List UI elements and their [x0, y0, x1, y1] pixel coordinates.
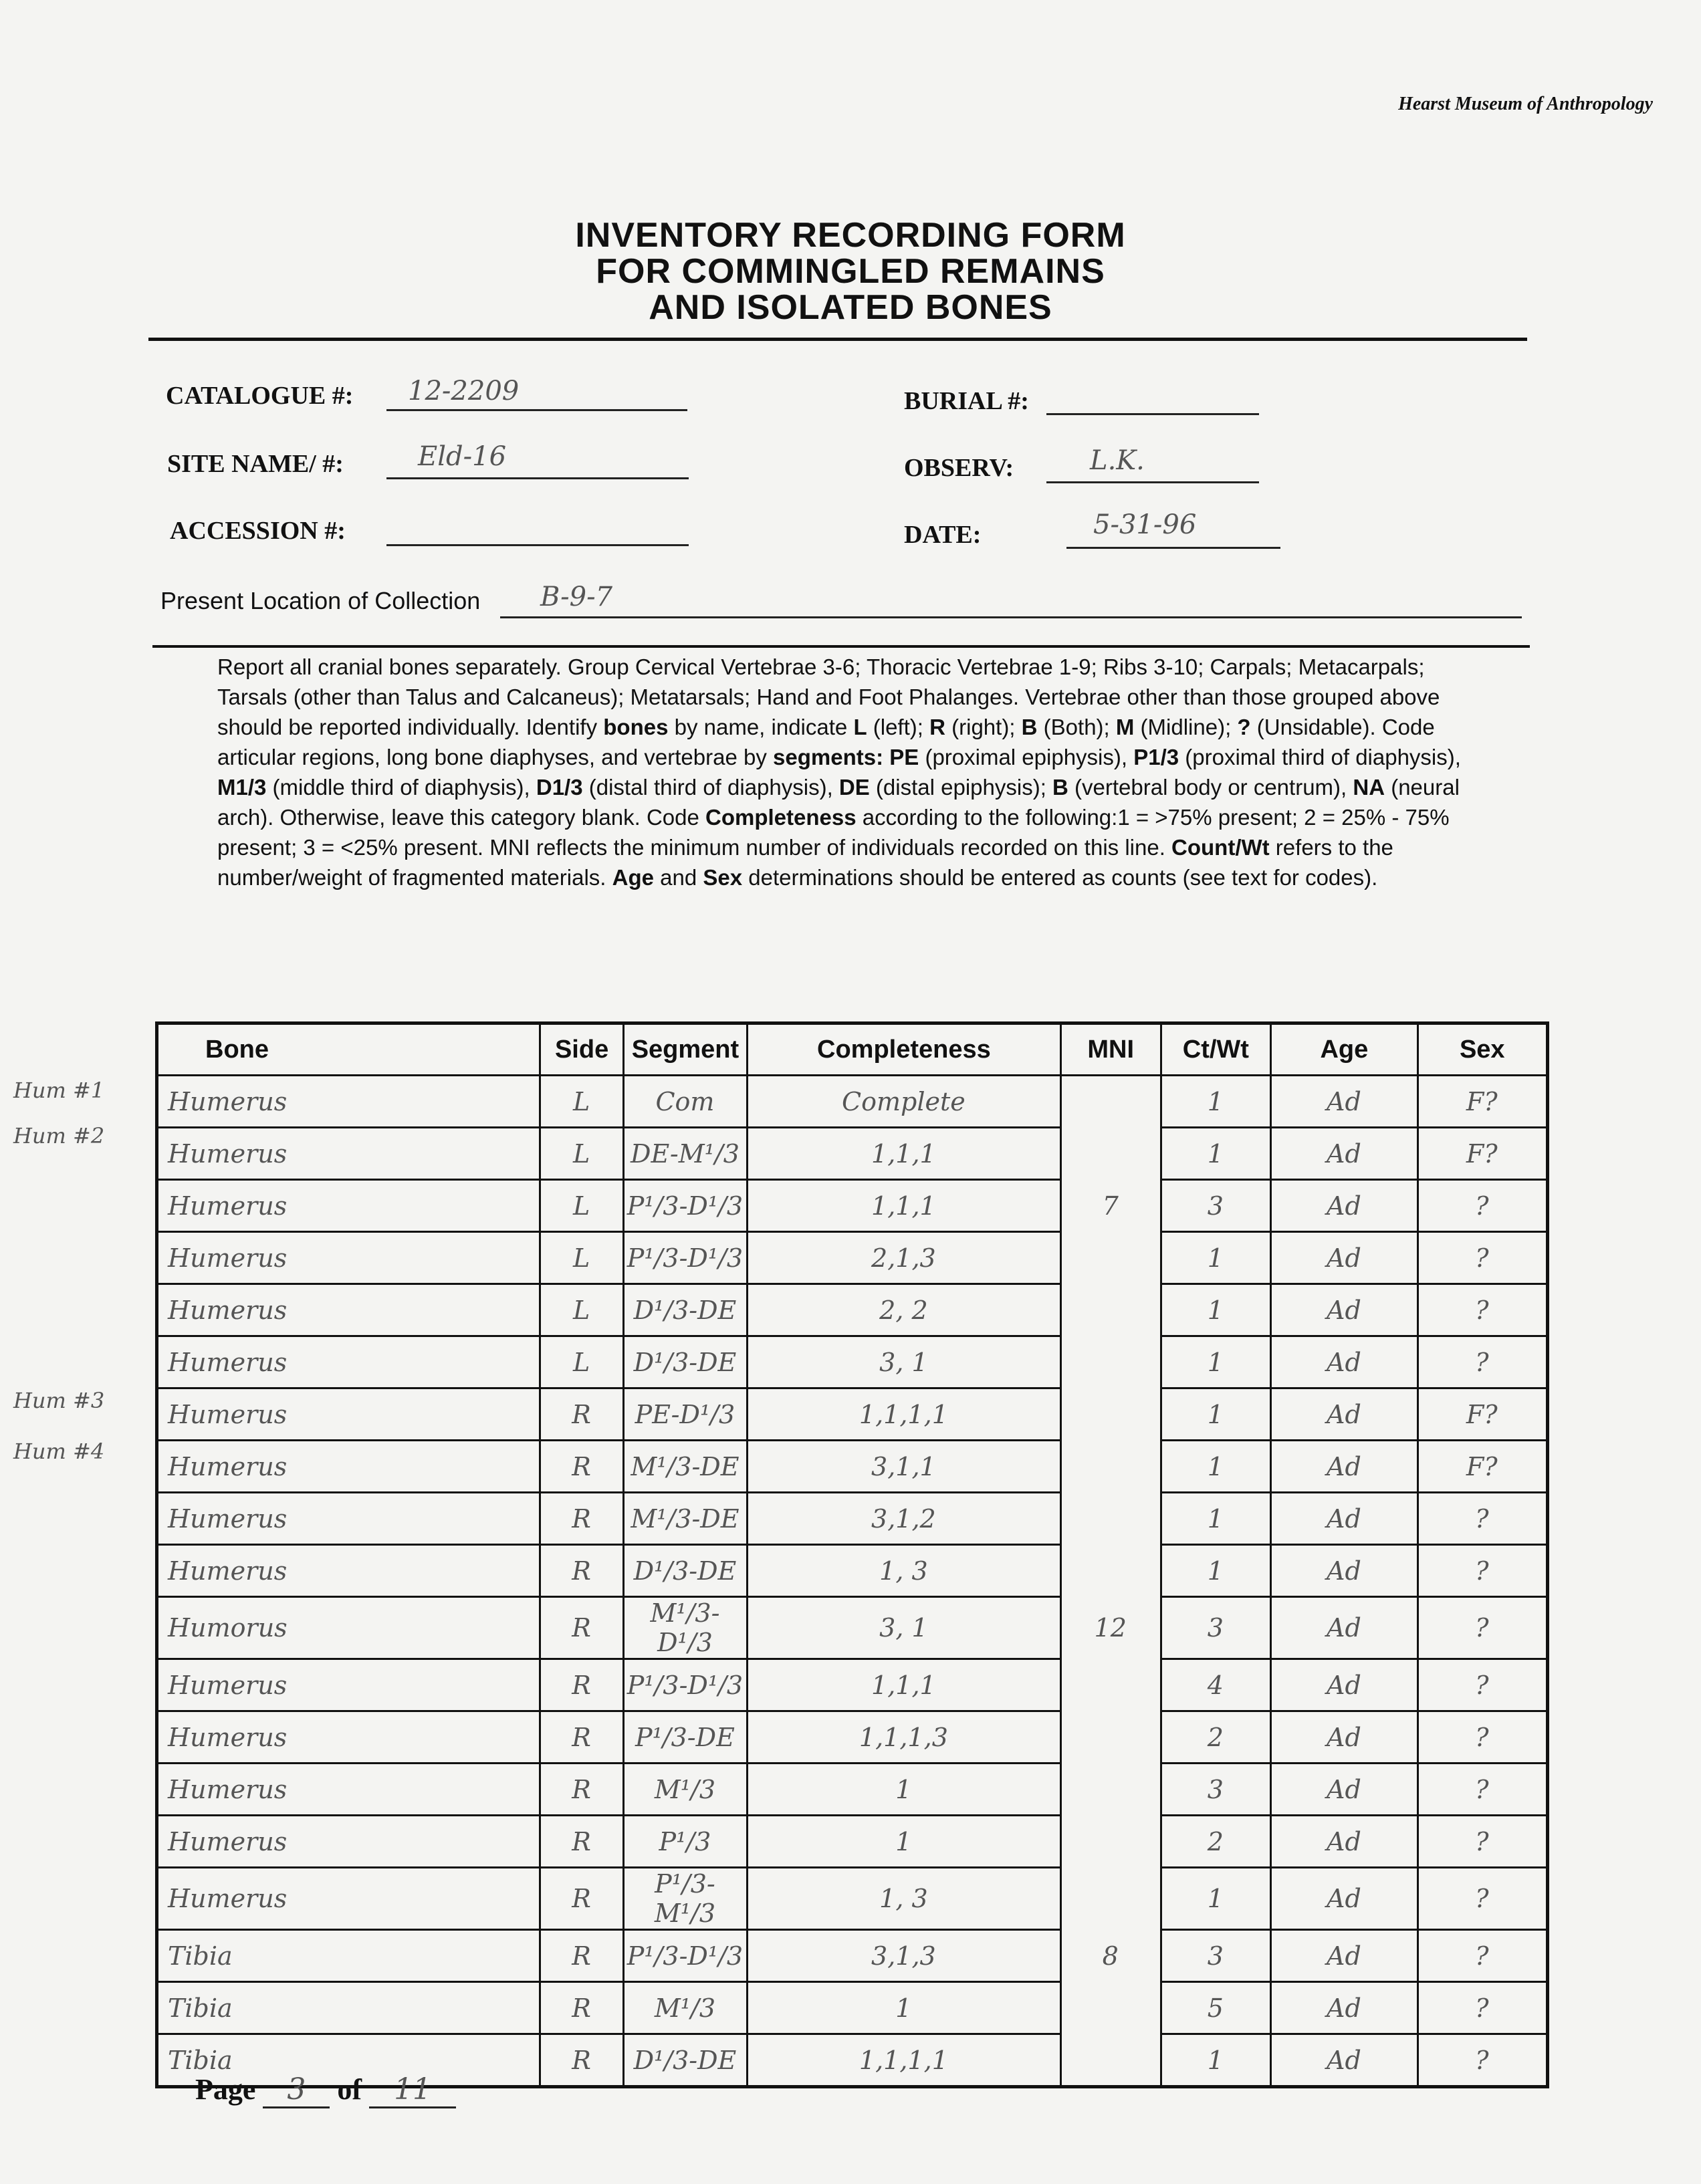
header-mni: MNI	[1060, 1023, 1161, 1076]
cell-bone[interactable]: Humerus	[157, 1232, 540, 1284]
cell-sex[interactable]: ?	[1418, 1816, 1547, 1868]
location-label: Present Location of Collection	[160, 587, 481, 614]
cell-bone[interactable]: Humerus	[157, 1388, 540, 1441]
cell-mni[interactable]	[1060, 1711, 1161, 1764]
cell-segment[interactable]: P¹/3-D¹/3	[623, 1232, 747, 1284]
cell-completeness[interactable]: 1,1,1	[747, 1180, 1060, 1232]
cell-age[interactable]: Ad	[1271, 1982, 1418, 2034]
cell-side[interactable]: R	[540, 2034, 624, 2087]
cell-completeness[interactable]: 1	[747, 1816, 1060, 1868]
cell-side[interactable]: R	[540, 1982, 624, 2034]
cell-age[interactable]: Ad	[1271, 1597, 1418, 1659]
cell-completeness[interactable]: 1	[747, 1764, 1060, 1816]
cell-mni[interactable]	[1060, 1493, 1161, 1545]
cell-ctwt[interactable]: 4	[1161, 1659, 1271, 1711]
cell-mni[interactable]	[1060, 1388, 1161, 1441]
instructions: Report all cranial bones separately. Group Cervical Vertebrae 3-6; Thoracic Vertebrae 1-9; Ribs 3-10; Carpals; Metacarpals; Tarsals (other than Talus and Calcaneus); Metatarsals; Hand and Foot Phalanges. Vertebrae other than those grouped above should be reported individually. Identify bones by name, indicate L (left); R (right); B (Both); M (Midline); ? (Unsidable). Code articular regions, long bone diaphyses, and vertebrae by segments: PE (proximal epiphysis), P1/3 (proximal third of diaphysis), M1/3 (middle third of diaphysis), D1/3 (distal third of diaphysis), DE (distal epiphysis); B (vertebral body or centrum), NA (neural arch). Otherwise, leave this category blank. Code Completeness according to the following:1 = >75% present; 2 = 25% - 75% present; 3 = <25% present. MNI reflects the minimum number of individuals recorded on this line. Count/Wt refers to the number/weight of fragmented materials. Age and Sex determinations should be entered as counts (see text for codes).	[217, 654, 1461, 890]
inventory-table	[155, 1021, 1549, 2088]
cell-completeness[interactable]: 1,1,1,1	[747, 1388, 1060, 1441]
cell-sex[interactable]: ?	[1418, 1284, 1547, 1336]
cell-segment[interactable]: DE-M¹/3	[623, 1128, 747, 1180]
cell-ctwt[interactable]: 3	[1161, 1597, 1271, 1659]
accession-line[interactable]	[386, 544, 689, 546]
cell-bone[interactable]: Tibia	[157, 2034, 540, 2087]
cell-sex[interactable]: F?	[1418, 1388, 1547, 1441]
cell-mni[interactable]	[1060, 1076, 1161, 1128]
cell-sex[interactable]: F?	[1418, 1076, 1547, 1128]
cell-bone[interactable]: Humerus	[157, 1336, 540, 1388]
cell-ctwt[interactable]: 1	[1161, 2034, 1271, 2087]
cell-sex[interactable]: ?	[1418, 1764, 1547, 1816]
header-side: Side	[540, 1023, 624, 1076]
cell-side[interactable]: R	[540, 1493, 624, 1545]
cell-age[interactable]: Ad	[1271, 1659, 1418, 1711]
cell-bone[interactable]: Humorus	[157, 1597, 540, 1659]
cell-sex[interactable]: ?	[1418, 1868, 1547, 1930]
cell-side[interactable]: R	[540, 1441, 624, 1493]
cell-sex[interactable]: ?	[1418, 1232, 1547, 1284]
cell-age[interactable]: Ad	[1271, 1388, 1418, 1441]
cell-mni[interactable]	[1060, 1284, 1161, 1336]
cell-sex[interactable]: F?	[1418, 1128, 1547, 1180]
table-row	[157, 1441, 1548, 1493]
date-line[interactable]	[1066, 547, 1280, 549]
site-value: Eld-16	[418, 441, 507, 472]
cell-completeness[interactable]: 3,1,1	[747, 1441, 1060, 1493]
title-line-3: AND ISOLATED BONES	[649, 288, 1052, 327]
date-value: 5-31-96	[1093, 509, 1197, 540]
observ-label: OBSERV:	[904, 454, 1014, 482]
table-row	[157, 1336, 1548, 1388]
cell-completeness[interactable]: 1,1,1,3	[747, 1711, 1060, 1764]
cell-side[interactable]: L	[540, 1180, 624, 1232]
header-segment: Segment	[623, 1023, 747, 1076]
cell-completeness[interactable]: 1, 3	[747, 1545, 1060, 1597]
cell-ctwt[interactable]: 1	[1161, 1128, 1271, 1180]
cell-ctwt[interactable]: 3	[1161, 1930, 1271, 1982]
cell-segment[interactable]: P¹/3-D¹/3	[623, 1180, 747, 1232]
table-row	[157, 1076, 1548, 1128]
date-label: DATE:	[904, 521, 982, 549]
cell-ctwt[interactable]: 1	[1161, 1284, 1271, 1336]
table-row	[157, 1659, 1548, 1711]
table-row	[157, 1493, 1548, 1545]
catalogue-label: CATALOGUE #:	[166, 382, 354, 410]
cell-mni[interactable]	[1060, 1816, 1161, 1868]
cell-sex[interactable]: ?	[1418, 1493, 1547, 1545]
burial-line[interactable]	[1046, 413, 1259, 415]
table-row	[157, 1284, 1548, 1336]
cell-side[interactable]: R	[540, 1764, 624, 1816]
header-sex: Sex	[1418, 1023, 1547, 1076]
cell-mni[interactable]	[1060, 2034, 1161, 2087]
cell-mni[interactable]	[1060, 1128, 1161, 1180]
cell-segment[interactable]: Com	[623, 1076, 747, 1128]
margin-note-hum2: Hum #2	[13, 1123, 105, 1148]
cell-ctwt[interactable]: 2	[1161, 1816, 1271, 1868]
cell-mni[interactable]	[1060, 1868, 1161, 1930]
cell-side[interactable]: R	[540, 1930, 624, 1982]
cell-side[interactable]: R	[540, 1545, 624, 1597]
cell-mni[interactable]	[1060, 1336, 1161, 1388]
cell-bone[interactable]: Humerus	[157, 1128, 540, 1180]
table-row	[157, 1982, 1548, 2034]
table-row	[157, 1388, 1548, 1441]
cell-segment[interactable]: M¹/3-D¹/3	[623, 1597, 747, 1659]
accession-label: ACCESSION #:	[170, 517, 346, 545]
margin-note-hum4: Hum #4	[13, 1439, 105, 1464]
table-row	[157, 1180, 1548, 1232]
cell-ctwt[interactable]: 3	[1161, 1764, 1271, 1816]
table-header-row	[157, 1023, 1548, 1076]
cell-segment[interactable]: P¹/3-M¹/3	[623, 1868, 747, 1930]
cell-sex[interactable]: ?	[1418, 1930, 1547, 1982]
cell-ctwt[interactable]: 1	[1161, 1493, 1271, 1545]
cell-mni[interactable]	[1060, 1659, 1161, 1711]
cell-side[interactable]: R	[540, 1597, 624, 1659]
site-line[interactable]	[386, 477, 689, 479]
cell-sex[interactable]: ?	[1418, 1711, 1547, 1764]
cell-completeness[interactable]: 2, 2	[747, 1284, 1060, 1336]
title-line-2: FOR COMMINGLED REMAINS	[596, 252, 1105, 291]
table-row	[157, 1816, 1548, 1868]
cell-segment[interactable]: D¹/3-DE	[623, 1545, 747, 1597]
table-row	[157, 1597, 1548, 1659]
header-age: Age	[1271, 1023, 1418, 1076]
location-rule	[152, 645, 1530, 648]
table-row	[157, 1545, 1548, 1597]
cell-mni[interactable]: 7	[1060, 1180, 1161, 1232]
table-body	[157, 1076, 1548, 2087]
cell-ctwt[interactable]: 1	[1161, 1076, 1271, 1128]
cell-side[interactable]: R	[540, 1659, 624, 1711]
cell-sex[interactable]: ?	[1418, 1982, 1547, 2034]
cell-side[interactable]: R	[540, 1868, 624, 1930]
cell-age[interactable]: Ad	[1271, 1336, 1418, 1388]
cell-mni[interactable]	[1060, 1764, 1161, 1816]
cell-ctwt[interactable]: 1	[1161, 1232, 1271, 1284]
cell-bone[interactable]: Humerus	[157, 1441, 540, 1493]
form-title	[0, 217, 1701, 326]
cell-ctwt[interactable]: 1	[1161, 1545, 1271, 1597]
cell-segment[interactable]: P¹/3-DE	[623, 1711, 747, 1764]
cell-side[interactable]: R	[540, 1388, 624, 1441]
cell-sex[interactable]: ?	[1418, 1659, 1547, 1711]
cell-bone[interactable]: Tibia	[157, 1982, 540, 2034]
cell-segment[interactable]: P¹/3-D¹/3	[623, 1659, 747, 1711]
cell-completeness[interactable]: 1,1,1	[747, 1128, 1060, 1180]
cell-age[interactable]: Ad	[1271, 1441, 1418, 1493]
burial-label: BURIAL #:	[904, 387, 1029, 415]
cell-segment[interactable]: M¹/3	[623, 1764, 747, 1816]
cell-completeness[interactable]: 1,1,1	[747, 1659, 1060, 1711]
cell-completeness[interactable]: 3,1,2	[747, 1493, 1060, 1545]
cell-age[interactable]: Ad	[1271, 1868, 1418, 1930]
observ-line[interactable]	[1046, 481, 1259, 483]
cell-bone[interactable]: Tibia	[157, 1930, 540, 1982]
cell-ctwt[interactable]: 1	[1161, 1868, 1271, 1930]
cell-side[interactable]: L	[540, 1232, 624, 1284]
cell-side[interactable]: L	[540, 1128, 624, 1180]
cell-side[interactable]: L	[540, 1336, 624, 1388]
page-total[interactable]: 11	[369, 2072, 456, 2108]
cell-segment[interactable]: D¹/3-DE	[623, 1284, 747, 1336]
header-bone: Bone	[157, 1023, 540, 1076]
cell-ctwt[interactable]: 5	[1161, 1982, 1271, 2034]
cell-age[interactable]: Ad	[1271, 1076, 1418, 1128]
cell-age[interactable]: Ad	[1271, 2034, 1418, 2087]
cell-sex[interactable]: ?	[1418, 2034, 1547, 2087]
catalogue-value: 12-2209	[408, 376, 520, 406]
cell-mni[interactable]	[1060, 1982, 1161, 2034]
table-row	[157, 1232, 1548, 1284]
cell-age[interactable]: Ad	[1271, 1764, 1418, 1816]
header-ctwt: Ct/Wt	[1161, 1023, 1271, 1076]
cell-bone[interactable]: Humerus	[157, 1711, 540, 1764]
cell-sex[interactable]: ?	[1418, 1336, 1547, 1388]
cell-completeness[interactable]: 1, 3	[747, 1868, 1060, 1930]
location-line[interactable]	[500, 616, 1522, 618]
cell-age[interactable]: Ad	[1271, 1284, 1418, 1336]
cell-bone[interactable]: Humerus	[157, 1816, 540, 1868]
cell-completeness[interactable]: 3, 1	[747, 1336, 1060, 1388]
title-rule	[148, 338, 1527, 341]
cell-bone[interactable]: Humerus	[157, 1180, 540, 1232]
cell-segment[interactable]: D¹/3-DE	[623, 2034, 747, 2087]
page-label: Page	[195, 2073, 256, 2106]
table-row	[157, 1764, 1548, 1816]
cell-completeness[interactable]: 3, 1	[747, 1597, 1060, 1659]
cell-ctwt[interactable]: 1	[1161, 1441, 1271, 1493]
cell-bone[interactable]: Humerus	[157, 1545, 540, 1597]
cell-age[interactable]: Ad	[1271, 1930, 1418, 1982]
cell-age[interactable]: Ad	[1271, 1180, 1418, 1232]
cell-age[interactable]: Ad	[1271, 1711, 1418, 1764]
museum-name: Hearst Museum of Anthropology	[1398, 94, 1653, 114]
cell-completeness[interactable]: 3,1,3	[747, 1930, 1060, 1982]
observ-value: L.K.	[1090, 445, 1145, 476]
table-row	[157, 1930, 1548, 1982]
cell-completeness[interactable]: 1	[747, 1982, 1060, 2034]
cell-segment[interactable]: M¹/3	[623, 1982, 747, 2034]
cell-side[interactable]: L	[540, 1076, 624, 1128]
table-row	[157, 1711, 1548, 1764]
margin-note-hum3: Hum #3	[13, 1388, 105, 1413]
cell-completeness[interactable]: Complete	[747, 1076, 1060, 1128]
cell-sex[interactable]: ?	[1418, 1545, 1547, 1597]
cell-bone[interactable]: Humerus	[157, 1764, 540, 1816]
cell-age[interactable]: Ad	[1271, 1128, 1418, 1180]
location-value: B-9-7	[540, 582, 613, 612]
cell-age[interactable]: Ad	[1271, 1816, 1418, 1868]
cell-ctwt[interactable]: 3	[1161, 1180, 1271, 1232]
cell-completeness[interactable]: 1,1,1,1	[747, 2034, 1060, 2087]
cell-mni[interactable]	[1060, 1441, 1161, 1493]
catalogue-line[interactable]	[386, 409, 687, 411]
page-indicator	[195, 2072, 456, 2108]
cell-mni[interactable]	[1060, 1232, 1161, 1284]
cell-age[interactable]: Ad	[1271, 1232, 1418, 1284]
table-row	[157, 1868, 1548, 1930]
cell-ctwt[interactable]: 1	[1161, 1336, 1271, 1388]
cell-segment[interactable]: P¹/3	[623, 1816, 747, 1868]
header-completeness: Completeness	[747, 1023, 1060, 1076]
cell-bone[interactable]: Humerus	[157, 1076, 540, 1128]
cell-ctwt[interactable]: 1	[1161, 1388, 1271, 1441]
cell-sex[interactable]: ?	[1418, 1597, 1547, 1659]
cell-side[interactable]: L	[540, 1284, 624, 1336]
cell-bone[interactable]: Humerus	[157, 1493, 540, 1545]
table-row	[157, 1128, 1548, 1180]
cell-side[interactable]: R	[540, 1711, 624, 1764]
cell-sex[interactable]: ?	[1418, 1180, 1547, 1232]
cell-age[interactable]: Ad	[1271, 1493, 1418, 1545]
page-value[interactable]: 3	[263, 2072, 330, 2108]
cell-age[interactable]: Ad	[1271, 1545, 1418, 1597]
cell-segment[interactable]: M¹/3-DE	[623, 1441, 747, 1493]
cell-mni[interactable]: 8	[1060, 1930, 1161, 1982]
cell-mni[interactable]	[1060, 1545, 1161, 1597]
cell-completeness[interactable]: 2,1,3	[747, 1232, 1060, 1284]
cell-segment[interactable]: M¹/3-DE	[623, 1493, 747, 1545]
site-label: SITE NAME/ #:	[167, 450, 344, 478]
title-line-1: INVENTORY RECORDING FORM	[575, 216, 1126, 255]
cell-sex[interactable]: F?	[1418, 1441, 1547, 1493]
cell-segment[interactable]: PE-D¹/3	[623, 1388, 747, 1441]
cell-bone[interactable]: Humerus	[157, 1284, 540, 1336]
cell-mni[interactable]: 12	[1060, 1597, 1161, 1659]
cell-segment[interactable]: D¹/3-DE	[623, 1336, 747, 1388]
margin-note-hum1: Hum #1	[13, 1078, 105, 1103]
cell-ctwt[interactable]: 2	[1161, 1711, 1271, 1764]
of-label: of	[337, 2073, 362, 2106]
cell-segment[interactable]: P¹/3-D¹/3	[623, 1930, 747, 1982]
cell-side[interactable]: R	[540, 1816, 624, 1868]
cell-bone[interactable]: Humerus	[157, 1659, 540, 1711]
cell-bone[interactable]: Humerus	[157, 1868, 540, 1930]
